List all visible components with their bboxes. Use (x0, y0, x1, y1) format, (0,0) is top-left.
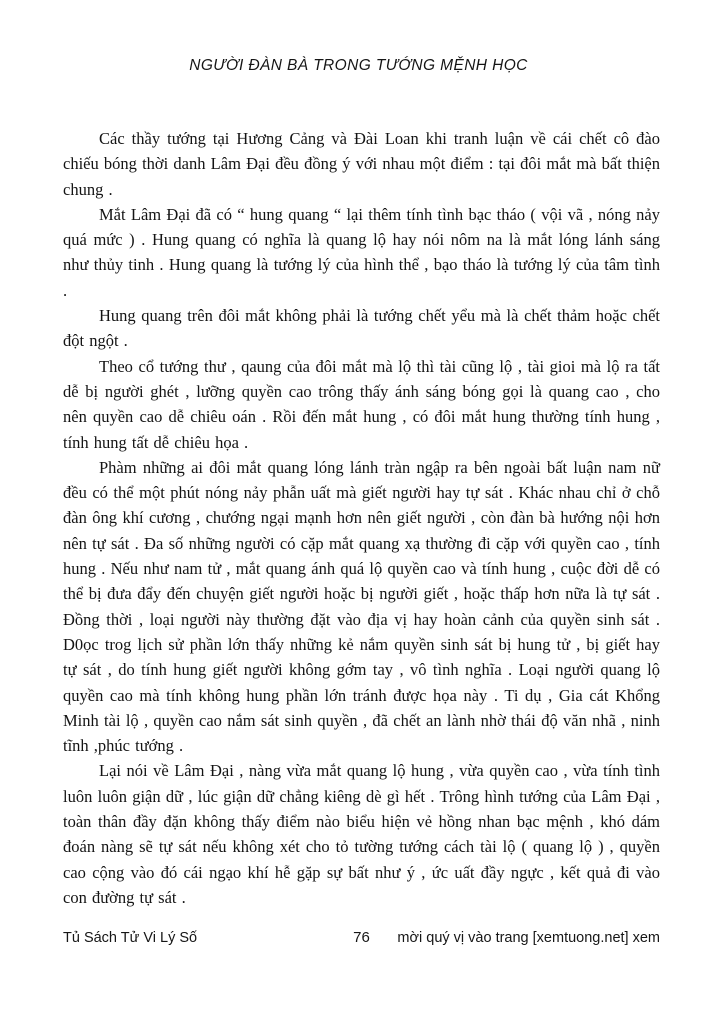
footer-site-note: mời quý vị vào trang [xemtuong.net] xem (397, 930, 660, 946)
paragraph: Mắt Lâm Đại đã có “ hung quang “ lại thêm tính tình bạc tháo ( vội vã , nóng nảy quá mức ) . Hung quang có nghĩa là quang lộ hay nói nôm na là mắt lóng lánh sáng như thủy tinh . Hung quang là tướng lý của hình thể , bạo tháo là tướng lý của tâm tình . (63, 204, 660, 300)
paragraph: Các thầy tướng tại Hương Cảng và Đài Loan khi tranh luận về cái chết cô đào chiếu bóng thời danh Lâm Đại đều đồng ý với nhau một điểm : tại đôi mắt mà bất thiện chung . (63, 129, 660, 199)
paragraph: Theo cổ tướng thư , qaung của đôi mắt mà lộ thì tài cũng lộ , tài gioi mà lộ ra tất dễ bị người ghét , lưỡng quyền cao trông thấy ánh sáng bóng gọi là quang cao , cho nên quyền cao dễ chiêu oán . Rồi đến mắt hung , có đôi mắt hung thường tính hung , tính hung tất dễ chiêu họa . (63, 356, 660, 452)
page-footer (63, 929, 660, 946)
footer-page-number: 76 (353, 929, 370, 946)
page-header-title: NGƯỜI ĐÀN BÀ TRONG TƯỚNG MỆNH HỌC (189, 57, 528, 74)
paragraph: Phàm những ai đôi mắt quang lóng lánh tràn ngập ra bên ngoài bất luận nam nữ đều có thể một phút nóng nảy phẫn uất mà giết người hay tự sát . Khác nhau chỉ ở chỗ đàn ông khí cương , chướng ngại mạnh hơn nên giết người , còn đàn bà hướng nội hơn nên tự sát . Đa số những người có cặp mắt quang xạ thường đi cặp với quyền cao , tính hung . Nếu như nam tử , mắt quang ánh quá lộ quyền cao và tính hung , cuộc đời dễ có thể bị đưa đẩy đến chuyện giết người hoặc bị người giết , hoặc thấp hơn nữa là tự sát . Đồng thời , loại người này thường đặt vào địa vị hay hoàn cảnh của quyền sinh sát . D0ọc trog lịch sử phần lớn thấy những kẻ nắm quyền sinh sát bị hung tử , bị giết hay tự sát , do tính hung giết người không gớm tay , vô tình nghĩa . Loại người quang lộ quyền cao mà tính không hung phần lớn tránh được họa này . Ti dụ , Gia cát Khổng Minh tài lộ , quyền cao nắm sát sinh quyền , đã chết an lành nhờ thái độ văn nhã , ninh tĩnh ,phúc tướng . (63, 457, 660, 756)
paragraph: Lại nói về Lâm Đại , nàng vừa mắt quang lộ hung , vừa quyền cao , vừa tính tình luôn luôn giận dữ , lúc giận dữ chẳng kiêng dè gì hết . Trông hình tướng của Lâm Đại , toàn thân đầy đặn không thấy điểm nào biểu hiện vẻ hồng nhan bạc mệnh , khó dám đoán nàng sẽ tự sát nếu không xét cho tỏ tường tướng cách tài lộ ( quang lộ ) , quyền cao cộng vào đó cái ngạo khí hễ gặp sự bất như ý , ức uất đầy ngực , kết quả đi vào con đường tự sát . (63, 761, 660, 907)
footer-series-title: Tủ Sách Tử Vi Lý Số (63, 930, 198, 946)
paragraph: Hung quang trên đôi mắt không phải là tướng chết yểu mà là chết thảm hoặc chết đột ngột . (63, 306, 660, 351)
body-text (63, 126, 660, 910)
